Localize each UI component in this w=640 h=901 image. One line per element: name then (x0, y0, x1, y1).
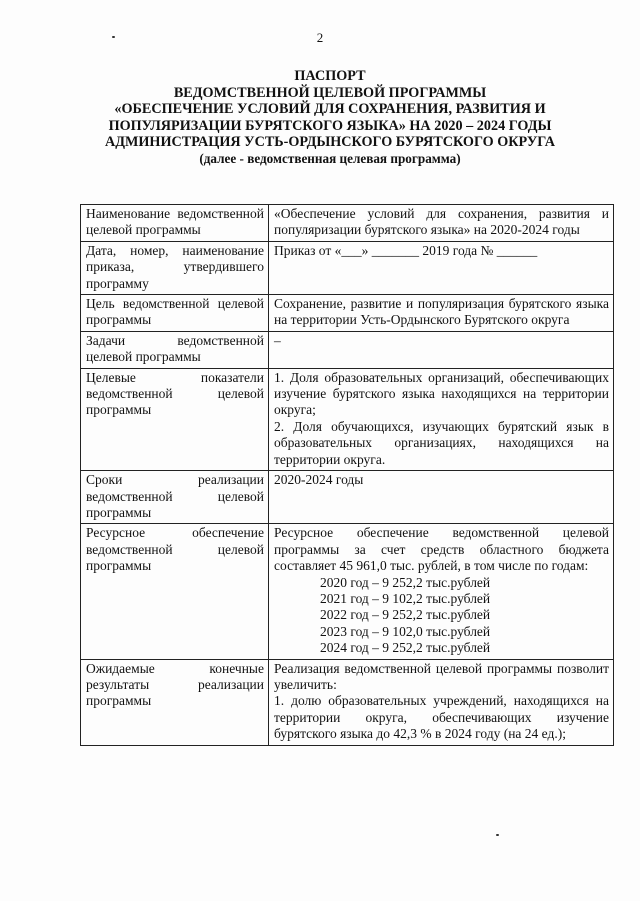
row-label: Цель ведомственной целевой программы (81, 295, 269, 332)
funding-year: 2021 год – 9 102,2 тыс.рублей (320, 590, 491, 606)
row-label: Наименование ведомственной целевой программы (81, 205, 269, 242)
row-value: Сохранение, развитие и популяризация бурятского языка на территории Усть-Ордынского Бурятского округа (269, 295, 614, 332)
results-text: Реализация ведомственной целевой программы позволит увеличить: (274, 660, 609, 692)
row-value (269, 524, 614, 659)
heading-line: ПОПУЛЯРИЗАЦИИ БУРЯТСКОГО ЯЗЫКА» НА 2020 – 2024 ГОДЫ (108, 117, 552, 134)
heading-subtitle: (далее - ведомственная целевая программа) (199, 150, 461, 166)
funding-text: Ресурсное обеспечение ведомственной целевой программы за счет средств областного бюджета составляет 45 961,0 тыс. рублей, в том числе по годам: (274, 525, 609, 574)
table-row (81, 524, 614, 659)
row-label: Задачи ведомственной целевой программы (81, 331, 269, 368)
table-row (81, 241, 614, 294)
scan-speck (496, 834, 499, 836)
row-label: Ресурсное обеспечение ведомственной целевой программы (81, 524, 269, 659)
heading-line: ВЕДОМСТВЕННОЙ ЦЕЛЕВОЙ ПРОГРАММЫ (173, 84, 487, 101)
funding-year: 2023 год – 9 102,0 тыс.рублей (320, 623, 491, 639)
row-value: 2020-2024 годы (269, 471, 614, 524)
funding-year: 2022 год – 9 252,2 тыс.рублей (320, 607, 491, 623)
row-value: Приказ от «___» _______ 2019 года № ______ (269, 241, 614, 294)
row-label: Целевые показатели ведомственной целевой программы (81, 368, 269, 470)
row-label: Сроки реализации ведомственной целевой программы (81, 471, 269, 524)
table-row (81, 368, 614, 470)
heading-line: АДМИНИСТРАЦИЯ УСТЬ-ОРДЫНСКОГО БУРЯТСКОГО ОКРУГА (105, 134, 555, 151)
page-number: 2 (316, 30, 324, 45)
row-value: «Обеспечение условий для сохранения, развития и популяризации бурятского языка» на 2020-2024 годы (269, 205, 614, 242)
results-item: 1. долю образовательных учреждений, находящихся на территории округа, обеспечивающих изучение бурятского языка до 42,3 % в 2024 году (на 24 ед.); (274, 693, 609, 742)
table-row (81, 205, 614, 242)
table-row (81, 331, 614, 368)
table-row (81, 471, 614, 524)
funding-year: 2024 год – 9 252,2 тыс.рублей (320, 640, 491, 656)
row-label: Ожидаемые конечные результаты реализации программы (81, 659, 269, 745)
row-value (269, 659, 614, 745)
passport-table (80, 204, 614, 746)
heading-line: ПАСПОРТ (294, 68, 366, 84)
table-row (81, 295, 614, 332)
indicator-item: 1. Доля образовательных организаций, обеспечивающих изучение бурятского языка находящихся на территории округа; (274, 369, 609, 418)
funding-year: 2020 год – 9 252,2 тыс.рублей (320, 574, 491, 590)
row-value: – (269, 331, 614, 368)
table-row (81, 659, 614, 745)
row-value (269, 368, 614, 470)
row-label: Дата, номер, наименование приказа, утвердившего программу (81, 241, 269, 294)
scan-speck (112, 36, 115, 38)
indicator-item: 2. Доля обучающихся, изучающих бурятский язык в образовательных организациях, находящихся на территории округа. (274, 418, 609, 467)
heading-line: «ОБЕСПЕЧЕНИЕ УСЛОВИЙ ДЛЯ СОХРАНЕНИЯ, РАЗВИТИЯ И (114, 101, 546, 118)
document-heading (80, 68, 580, 168)
